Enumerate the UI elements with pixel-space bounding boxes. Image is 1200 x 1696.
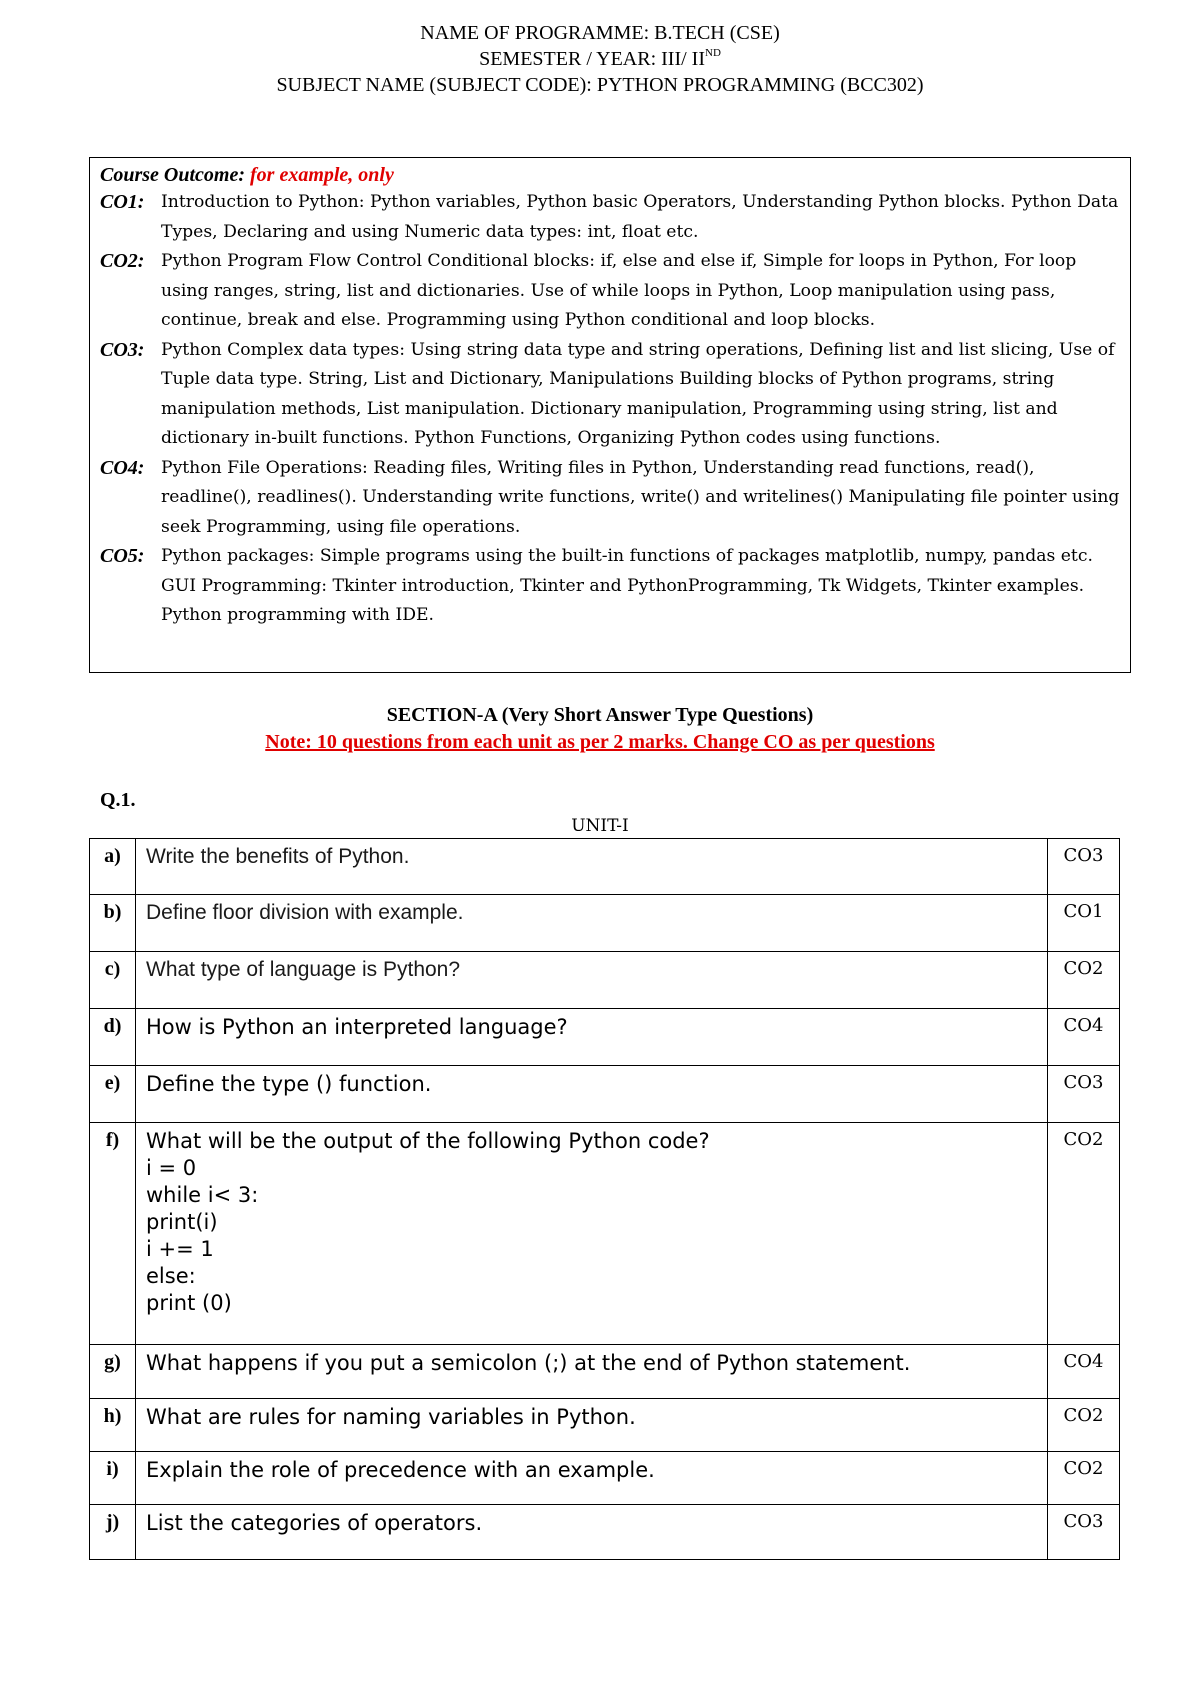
co-code: CO1: [100,191,145,213]
question-text: What type of language is Python? [136,952,1048,1009]
course-outcome-item [100,247,1120,336]
question-co: CO2 [1048,952,1120,1009]
question-label: Q.1. [100,789,136,811]
question-text: Write the benefits of Python. [136,839,1048,895]
co-text: Introduction to Python: Python variables, Python basic Operators, Understanding Python blocks. Python Data Types, Declaring and using Numeric data types: int, float etc. [161,192,1119,242]
co-text: Python packages: Simple programs using the built-in functions of packages matplotlib, numpy, pandas etc. GUI Programming: Tkinter introduction, Tkinter and PythonProgramming, Tk Widgets, Tkinter examples. Python programming with IDE. [161,546,1093,625]
course-outcome-item [100,542,1120,631]
semester-superscript: ND [705,47,721,59]
table-row [90,1123,1120,1345]
co-code: CO4: [100,456,145,479]
question-letter: c) [90,952,136,1009]
question-co: CO3 [1048,1505,1120,1560]
question-text: Explain the role of precedence with an example. [136,1452,1048,1505]
question-letter: g) [90,1345,136,1399]
unit-label: UNIT-I [571,816,629,836]
question-co: CO3 [1048,839,1120,895]
table-row [90,1399,1120,1452]
course-outcome-item [100,454,1120,543]
question-letter: e) [90,1066,136,1123]
co-text: Python Program Flow Control Conditional blocks: if, else and else if, Simple for loops in Python, For loop using ranges, string, list and dictionaries. Use of while loops in Python, Loop manipulation using pass, continue, break and else. Programming using Python conditional and loop blocks. [161,251,1077,330]
semester-year [0,46,1200,72]
section-title: SECTION-A (Very Short Answer Type Questions) [386,704,814,726]
code-line: print(i) [146,1210,218,1234]
question-letter: j) [90,1505,136,1560]
programme-name: NAME OF PROGRAMME: B.TECH (CSE) [420,22,780,44]
code-line: while i< 3: [146,1183,259,1207]
co-code: CO2: [100,250,145,272]
subject-name: SUBJECT NAME (SUBJECT CODE): PYTHON PROGRAMMING (BCC302) [276,74,924,96]
co-text: Python File Operations: Reading files, Writing files in Python, Understanding read functions, read(), readline(), readlines(). Understanding write functions, write() and writelines() Manipulating file pointer using seek Programming, using file operations. [161,457,1120,537]
question-text [136,1123,1048,1345]
document-header [0,20,1200,98]
question-co: CO3 [1048,1066,1120,1123]
course-outcome-heading [100,162,1120,188]
table-row [90,1345,1120,1399]
question-co: CO2 [1048,1399,1120,1452]
table-row [90,1009,1120,1066]
question-co: CO4 [1048,1009,1120,1066]
course-outcome-item [100,336,1120,454]
course-outcome-note: for example, only [250,164,394,186]
question-letter: b) [90,895,136,952]
question-text: How is Python an interpreted language? [136,1009,1048,1066]
question-letter: f) [90,1123,136,1345]
code-line: i = 0 [146,1156,197,1180]
course-outcome-title: Course Outcome: [100,164,245,186]
question-prompt: What will be the output of the following Python code? [146,1129,710,1153]
code-line: print (0) [146,1291,232,1315]
section-note: Note: 10 questions from each unit as per 2 marks. Change CO as per questions [265,731,935,753]
table-row [90,952,1120,1009]
table-row [90,839,1120,895]
question-letter: a) [90,839,136,895]
question-co: CO1 [1048,895,1120,952]
table-row [90,895,1120,952]
co-code: CO5: [100,545,145,567]
question-text: What are rules for naming variables in Python. [136,1399,1048,1452]
question-co: CO4 [1048,1345,1120,1399]
table-row [90,1505,1120,1560]
co-text: Python Complex data types: Using string data type and string operations, Defining list and list slicing, Use of Tuple data type. String, List and Dictionary, Manipulations Building blocks of Python programs, string manipulation methods, List manipulation. Dictionary manipulation, Programming using string, list and dictionary in-built functions. Python Functions, Organizing Python codes using functions. [161,339,1115,448]
question-letter: d) [90,1009,136,1066]
table-row [90,1066,1120,1123]
question-text: Define floor division with example. [136,895,1048,952]
table-row [90,1452,1120,1505]
course-outcome-item [100,188,1120,247]
code-line: else: [146,1264,196,1288]
question-text: What happens if you put a semicolon (;) at the end of Python statement. [136,1345,1048,1399]
question-letter: h) [90,1399,136,1452]
co-code: CO3: [100,338,145,361]
question-co: CO2 [1048,1123,1120,1345]
questions-table [89,838,1120,1560]
question-text: List the categories of operators. [136,1505,1048,1560]
course-outcome-box [89,157,1131,673]
question-co: CO2 [1048,1452,1120,1505]
code-line: i += 1 [146,1237,214,1261]
question-letter: i) [90,1452,136,1505]
semester-text: SEMESTER / YEAR: III/ II [479,48,706,70]
question-text: Define the type () function. [136,1066,1048,1123]
